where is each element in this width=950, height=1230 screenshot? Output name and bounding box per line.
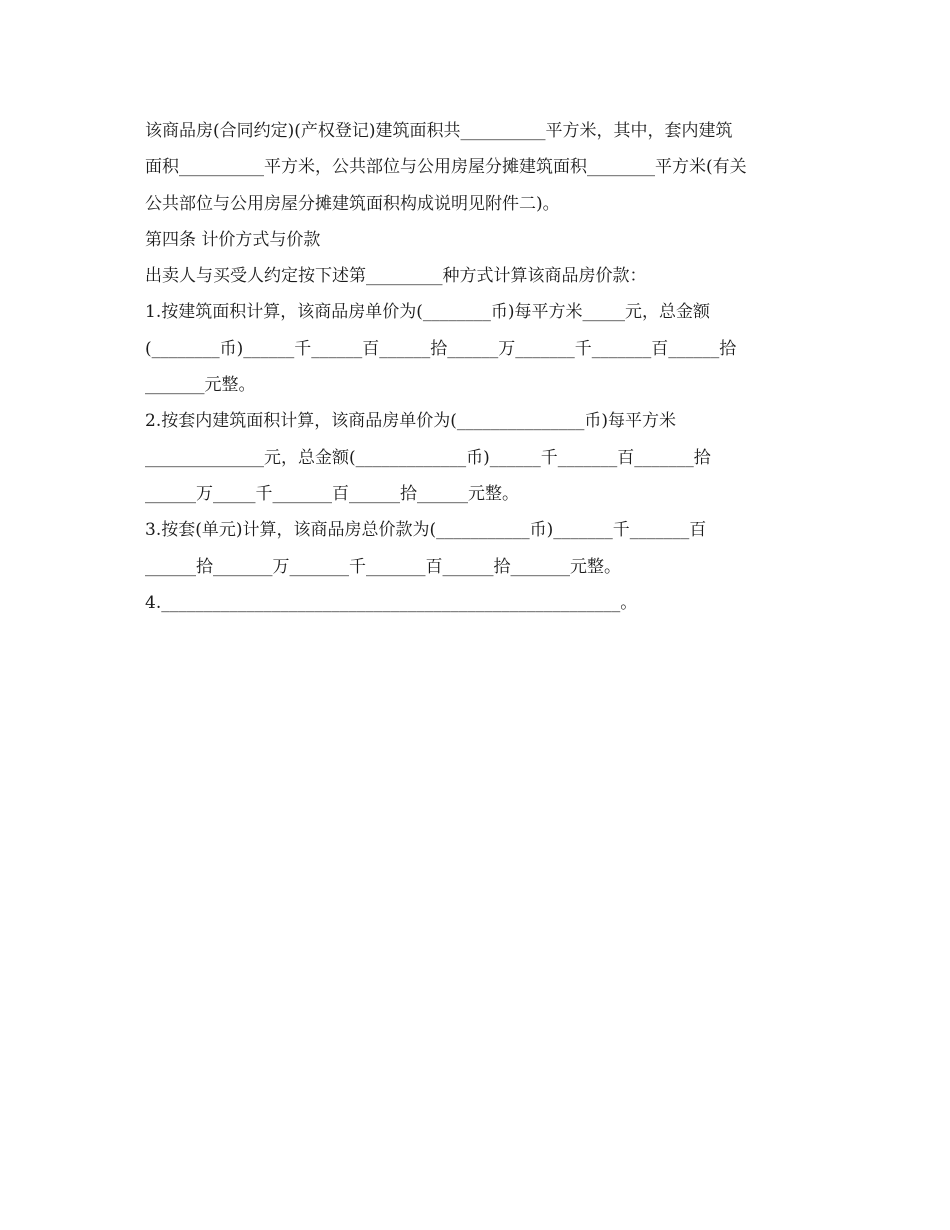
option-3-line-1: 3.按套(单元)计算，该商品房总价款为(___________币)_______千_______百 [145, 520, 707, 541]
text-line-2: 面积__________平方米，公共部位与公用房屋分摊建筑面积________平方米(有关 [145, 157, 747, 178]
text-line-3: 公共部位与公用房屋分摊建筑面积构成说明见附件二)。 [145, 193, 560, 214]
option-3-line-2: ______拾_______万_______千_______百______拾_______元整。 [145, 556, 621, 577]
option-1-line-1: 1.按建筑面积计算，该商品房单价为(________币)每平方米_____元，总金额 [145, 302, 710, 323]
option-1-line-2: (________币)______千______百______拾______万_______千_______百______拾 [145, 338, 737, 359]
section-heading: 第四条 计价方式与价款 [145, 229, 321, 250]
option-2-line-2: ______________元，总金额(_____________币)______千_______百_______拾 [145, 447, 711, 468]
option-4-line: 4.______________________________________________________。 [145, 592, 638, 613]
option-2-line-1: 2.按套内建筑面积计算，该商品房单价为(_______________币)每平方米 [145, 411, 676, 432]
text-line-5: 出卖人与买受人约定按下述第_________种方式计算该商品房价款： [145, 266, 647, 287]
text-line-1: 该商品房(合同约定)(产权登记)建筑面积共__________平方米，其中，套内建筑 [145, 121, 733, 141]
option-1-line-3: _______元整。 [145, 375, 256, 396]
option-2-line-3: ______万_____千_______百______拾______元整。 [145, 483, 519, 504]
document-body [145, 117, 810, 625]
